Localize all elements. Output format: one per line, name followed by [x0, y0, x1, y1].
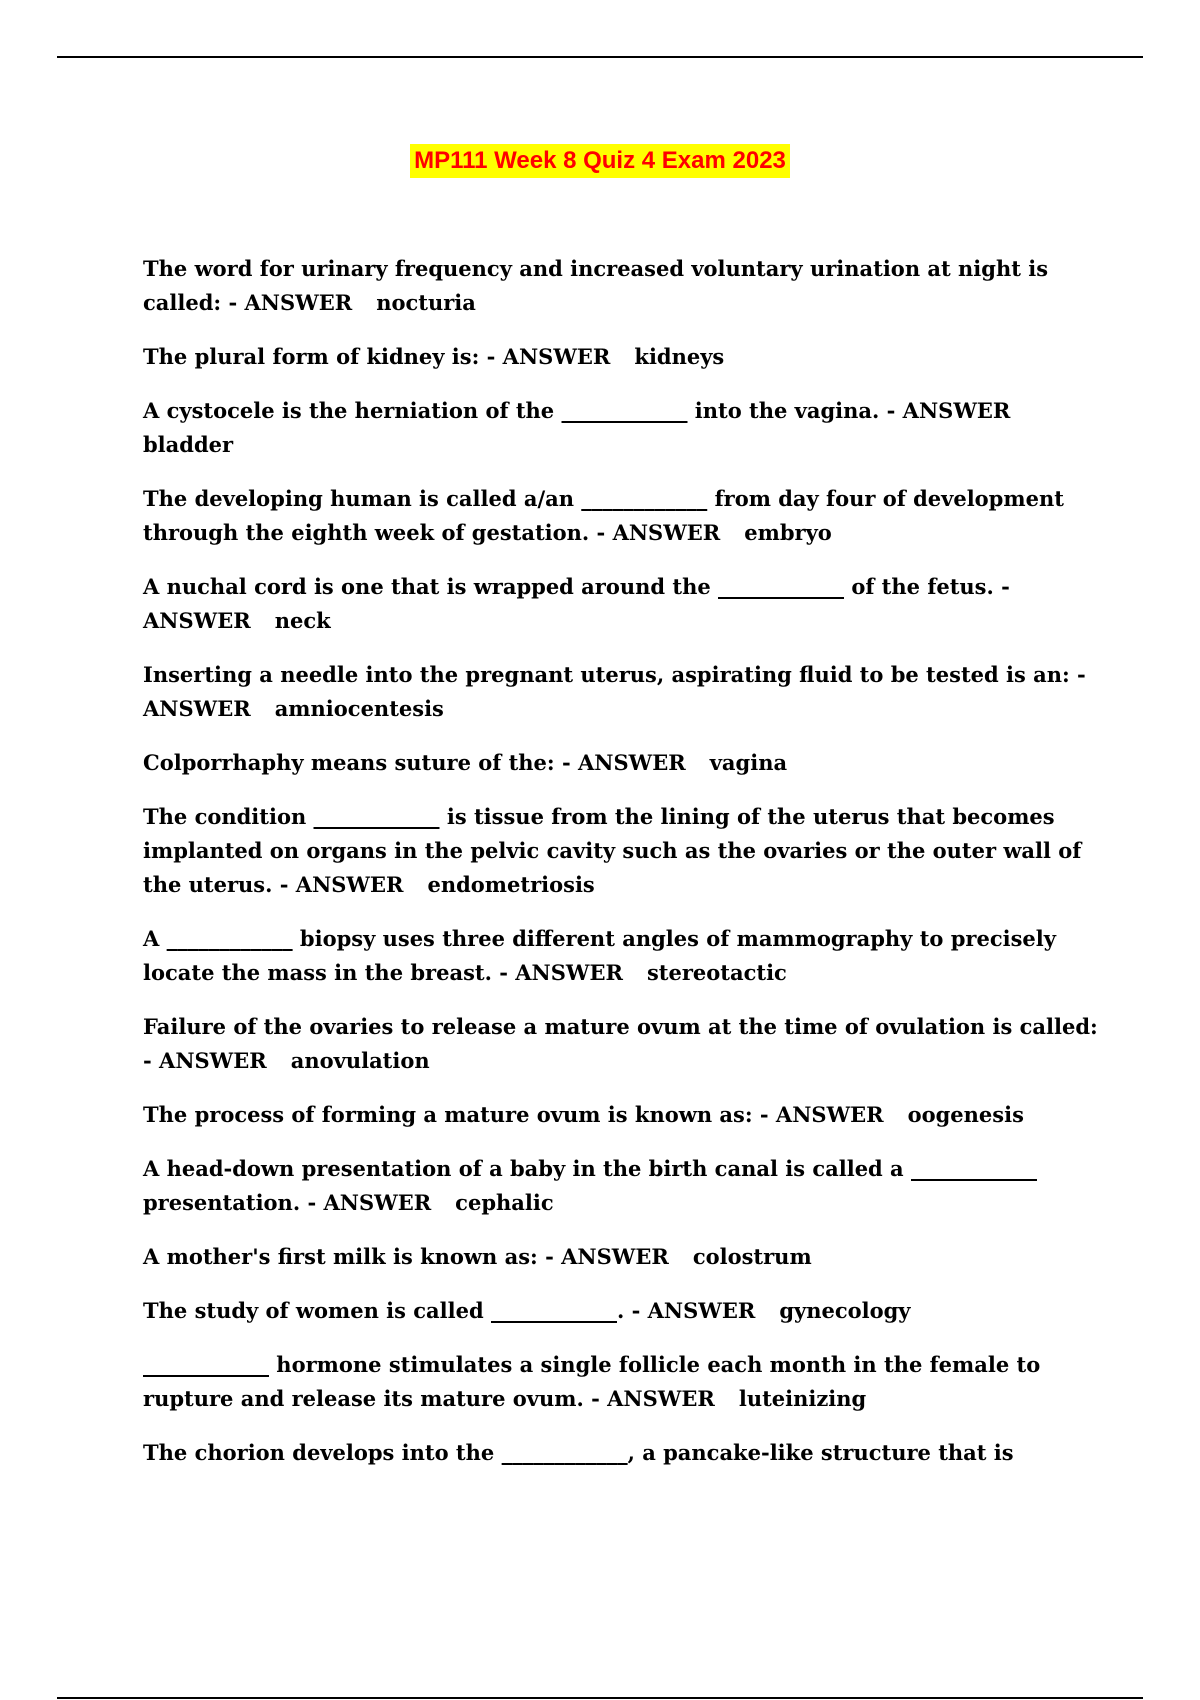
qa-item	[143, 394, 1103, 462]
page-title: MP111 Week 8 Quiz 4 Exam 2023	[410, 144, 790, 178]
answer-text: anovulation	[290, 1048, 430, 1073]
top-divider	[57, 56, 1143, 58]
answer-text: amniocentesis	[274, 696, 444, 721]
question-list	[143, 252, 1103, 1490]
question-text: The developing human is called a/an ____________ from day four of development through the eighth week of gestation. - ANSWER	[143, 486, 1064, 545]
qa-item	[143, 1010, 1103, 1078]
question-text: A nuchal cord is one that is wrapped around the ____________ of the fetus. - ANSWER	[143, 574, 1010, 633]
qa-item	[143, 922, 1103, 990]
question-text: The condition ____________ is tissue from the lining of the uterus that becomes implanted on organs in the pelvic cavity such as the ovaries or the outer wall of the uterus. - ANSWER	[143, 804, 1082, 897]
answer-text: nocturia	[376, 290, 476, 315]
answer-text: stereotactic	[646, 960, 787, 985]
question-text: The study of women is called ____________. - ANSWER	[143, 1298, 756, 1323]
answer-text: bladder	[143, 432, 234, 457]
qa-item	[143, 570, 1103, 638]
answer-text: embryo	[744, 520, 832, 545]
question-text: The word for urinary frequency and increased voluntary urination at night is called: - ANSWER	[143, 256, 1049, 315]
question-text: The process of forming a mature ovum is known as: - ANSWER	[143, 1102, 884, 1127]
qa-item	[143, 340, 1103, 374]
question-text: Failure of the ovaries to release a mature ovum at the time of ovulation is called: - ANSWER	[143, 1014, 1098, 1073]
qa-item	[143, 658, 1103, 726]
question-text: Inserting a needle into the pregnant uterus, aspirating fluid to be tested is an: - ANSWER	[143, 662, 1086, 721]
answer-text: gynecology	[779, 1298, 911, 1323]
answer-text: kidneys	[634, 344, 725, 369]
qa-item	[143, 1098, 1103, 1132]
qa-item	[143, 746, 1103, 780]
qa-item	[143, 800, 1103, 902]
question-text: The chorion develops into the ____________, a pancake-like structure that is	[143, 1440, 1014, 1465]
answer-text: oogenesis	[907, 1102, 1024, 1127]
qa-item	[143, 1294, 1103, 1328]
question-text: A head-down presentation of a baby in the birth canal is called a ____________ presentation. - ANSWER	[143, 1156, 1037, 1215]
answer-text: vagina	[709, 750, 788, 775]
qa-item	[143, 1348, 1103, 1416]
qa-item	[143, 1436, 1103, 1470]
question-text: A cystocele is the herniation of the ____________ into the vagina. - ANSWER	[143, 398, 1011, 423]
answer-text: luteinizing	[738, 1386, 867, 1411]
question-text: A ____________ biopsy uses three different angles of mammography to precisely locate the mass in the breast. - ANSWER	[143, 926, 1056, 985]
answer-text: endometriosis	[427, 872, 595, 897]
answer-text: neck	[274, 608, 331, 633]
qa-item	[143, 482, 1103, 550]
question-text: A mother's first milk is known as: - ANSWER	[143, 1244, 669, 1269]
question-text: ____________ hormone stimulates a single follicle each month in the female to rupture and release its mature ovum. - ANSWER	[143, 1352, 1041, 1411]
title-container	[0, 144, 1200, 178]
bottom-divider	[57, 1697, 1143, 1699]
qa-item	[143, 252, 1103, 320]
qa-item	[143, 1152, 1103, 1220]
qa-item	[143, 1240, 1103, 1274]
answer-text: cephalic	[455, 1190, 554, 1215]
answer-text: colostrum	[692, 1244, 812, 1269]
question-text: Colporrhaphy means suture of the: - ANSWER	[143, 750, 686, 775]
question-text: The plural form of kidney is: - ANSWER	[143, 344, 611, 369]
